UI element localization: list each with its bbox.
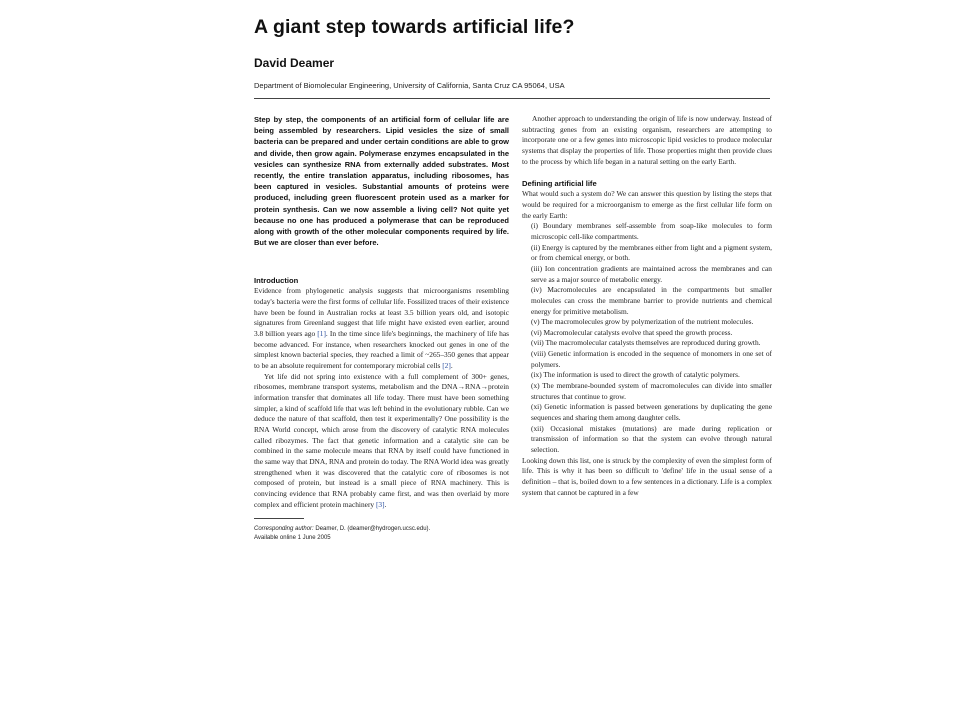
citation-3[interactable]: [3] <box>375 499 385 509</box>
list-item: (x) The membrane-bounded system of macromolecules can divide into smaller structures that continue to grow. <box>531 381 772 401</box>
introduction-section <box>254 275 509 510</box>
list-item: (viii) Genetic information is encoded in the sequence of monomers in one set of polymers. <box>531 349 772 369</box>
author-affiliation: Department of Biomolecular Engineering, University of California, Santa Cruz CA 95064, USA <box>254 81 565 90</box>
intro-p1-text-b: . In the time since life's beginnings, the machinery of life has become advanced. For instance, when researchers knocked out genes in one of the simplest known bacterial species, they reached a limit of ~265–350 genes that appear to be an absolute requirement for contemporary microbial cells <box>254 329 509 371</box>
right-column <box>522 114 772 498</box>
author-name: David Deamer <box>254 56 335 70</box>
header-divider <box>254 98 770 99</box>
introduction-heading: Introduction <box>254 276 299 286</box>
list-item: (v) The macromolecules grow by polymerization of the nutrient molecules. <box>531 317 754 327</box>
abstract-text: Step by step, the components of an artificial form of cellular life are being assembled by researchers. Lipid vesicles the size of small bacteria can be prepared and under certain conditions are able to grow and divide, then grow again. Polymerase enzymes encapsulated in the vesicles can synthesize RNA from externally added substrates. Most recently, the entire translation apparatus, including ribosomes, has been captured in vesicles. Substantial amounts of proteins were produced, including green fluorescent protein used as a marker for protein synthesis. Can we now assemble a living cell? Not quite yet because no one has produced a polymerase that can be reproduced along with growth of the other molecular components required by life. But we are closer than ever before. <box>254 115 509 248</box>
footnote-label: Corresponding author: <box>254 526 314 533</box>
intro-p1-text-a: Evidence from phylogenetic analysis suggests that microorganisms resembling today's bacteria were the first forms of cellular life. Fossilized traces of their existence have been be found in Australian rocks at least 3.5 billion years old, and isotopic signatures from Greenland suggest that life might have existed even earlier, around 3.8 billion years ago <box>254 286 509 339</box>
approach-paragraph: Another approach to understanding the origin of life is now underway. Instead of subtracting genes from an existing organism, researchers are attempting to incorporate one or a few genes into microscopic lipid vesicles to produce molecular systems that display the properties of life. Those properties might then provide clues to the process by which life began in a natural setting on the early Earth. <box>522 114 772 166</box>
citation-1[interactable]: [1] <box>317 329 326 339</box>
footnote-divider <box>254 518 304 519</box>
introduction-paragraph-2 <box>254 372 509 511</box>
abstract <box>254 114 509 248</box>
life-steps-list <box>522 221 772 455</box>
corresponding-author-note <box>254 525 509 534</box>
intro-p2-text-a: Yet life did not spring into existence with a full complement of 300+ genes, ribosomes, membrane transport systems, metabolism and the DNA→RNA→protein information transfer that dominates all life today. There must have been something simpler, a kind of scaffold life that was left behind in the evolutionary rubble. Can we deduce the nature of that scaffold, then test it experimentally? One possibility is the RNA World concept, which arose from the discovery of catalytic RNA molecules called ribozymes. The fact that genetic information and a catalytic site can be combined in the same molecule means that RNA by itself could have functioned in the same way that DNA, RNA and protein do today. The RNA World idea was greatly strengthened when it was discovered that the catalytic core of ribosomes is not composed of protein, but instead is a small piece of RNA machinery. This is convincing evidence that RNA probably came first, and was then overlaid by more complex and efficient protein machinery <box>254 371 509 509</box>
intro-p1-text-c: . <box>450 361 453 371</box>
list-item: (vii) The macromolecular catalysts themselves are reproduced during growth. <box>531 338 761 348</box>
list-item: (iii) Ion concentration gradients are maintained across the membranes and can serve as a major source of metabolic energy. <box>531 263 772 284</box>
list-item: (ii) Energy is captured by the membranes either from light and a pigment system, or from chemical energy, or both. <box>531 242 772 263</box>
available-online-note: Available online 1 June 2005 <box>254 535 331 542</box>
list-item: (i) Boundary membranes self-assemble from soap-like molecules to form microscopic cell-like compartments. <box>531 221 772 241</box>
list-item: (ix) The information is used to direct the growth of catalytic polymers. <box>531 370 740 380</box>
list-item: (xi) Genetic information is passed between generations by duplicating the gene sequences and sharing them among daughter cells. <box>531 402 772 423</box>
citation-2[interactable]: [2] <box>442 361 451 371</box>
list-item: (iv) Macromolecules are encapsulated in the compartments but smaller molecules can cross the membrane barrier to provide nutrients and chemical energy for primitive metabolism. <box>531 285 772 316</box>
footnote-text: Deamer, D. (deamer@hydrogen.ucsc.edu). <box>313 526 431 533</box>
intro-p2-text-b: . <box>384 499 387 509</box>
defining-paragraph: What would such a system do? We can answer this question by listing the steps that would be required for a microorganism to emerge as the first cellular life form on the early Earth: <box>522 189 772 220</box>
closing-paragraph: Looking down this list, one is struck by the complexity of even the simplest form of life. This is why it has been so difficult to 'define' life in the usual sense of a definition – that is, boiled down to a few sentences in a dictionary. Life is a complex system that cannot be captured in a few <box>522 455 772 497</box>
list-item: (xii) Occasional mistakes (mutations) are made during replication or transmission of information so that the system can evolve through natural selection. <box>531 423 772 455</box>
defining-artificial-life-heading: Defining artificial life <box>522 179 597 189</box>
introduction-paragraph-1 <box>254 286 509 371</box>
paper-title: A giant step towards artificial life? <box>254 16 575 38</box>
left-column <box>254 114 509 543</box>
list-item: (vi) Macromolecular catalysts evolve that speed the growth process. <box>531 327 733 337</box>
